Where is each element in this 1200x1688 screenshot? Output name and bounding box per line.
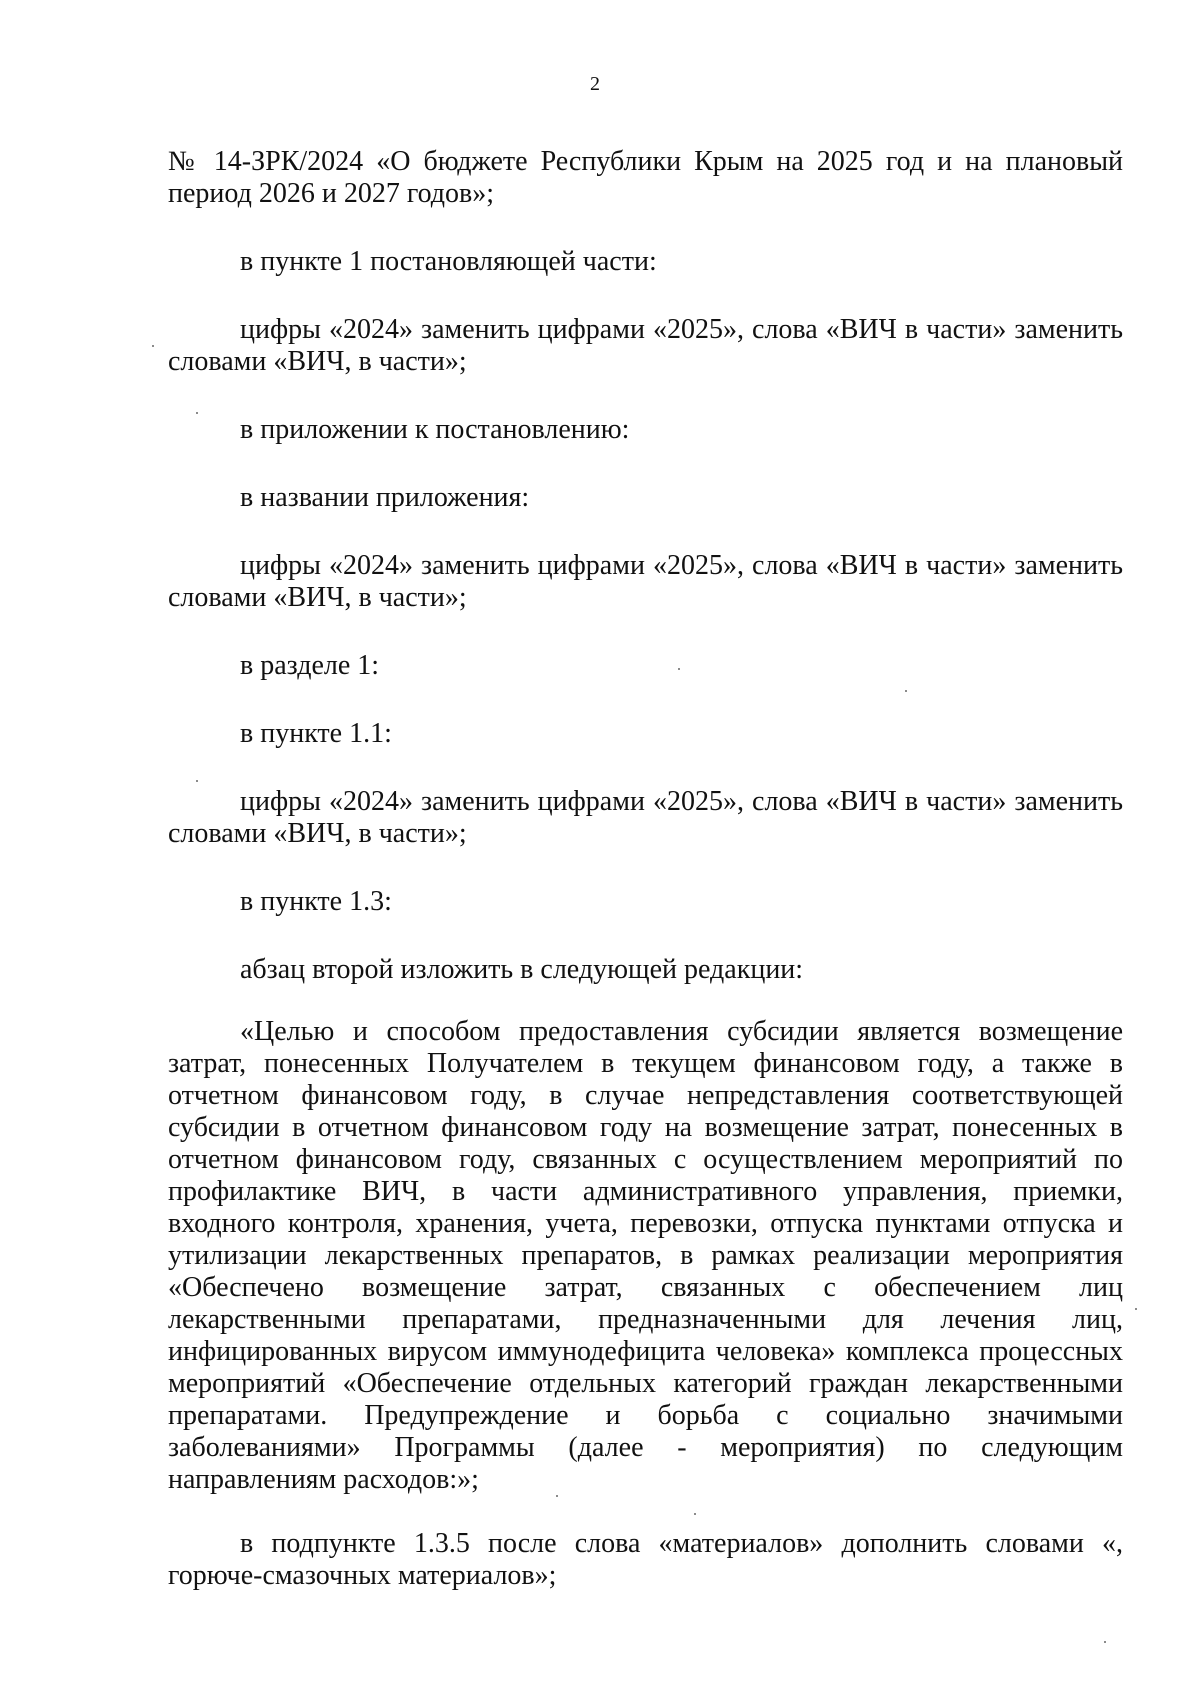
paragraph-law-reference: № 14-ЗРК/2024 «О бюджете Республики Крым на 2025 год и на плановый период 2026 и 2027 годов»; [168,146,1123,209]
scan-speck [1104,1641,1106,1643]
scan-speck [678,668,680,670]
document-body [168,146,1123,1592]
scan-speck [905,690,907,692]
paragraph-appendix-title-heading: в названии приложения: [240,482,530,513]
paragraph-new-wording: «Целью и способом предоставления субсидии является возмещение затрат, понесенных Получателем в текущем финансовом году, а также в отчетном финансовом году, в случае непредставления соответствующей субсидии в отчетном финансовом году на возмещение затрат, понесенных в отчетном финансовом году, связанных с осуществлением мероприятий по профилактике ВИЧ, в части административного управления, приемки, входного контроля, хранения, учета, перевозки, отпуска пунктами отпуска и утилизации лекарственных препаратов, в рамках реализации мероприятия «Обеспечено возмещение затрат, связанных с обеспечением лиц лекарственными препаратами, предназначенными для лечения лиц, инфицированных вирусом иммунодефицита человека» комплекса процессных мероприятий «Обеспечение отдельных категорий граждан лекарственными препаратами. Предупреждение и борьба с социально значимыми заболеваниями» Программы (далее - мероприятия) по следующим направлениям расходов:»; [168,1016,1123,1495]
paragraph-item-1-heading: в пункте 1 постановляющей части: [240,246,657,277]
paragraph-subitem-1-3-5: в подпункте 1.3.5 после слова «материалов» дополнить словами «, горюче-смазочных материалов»; [168,1528,1123,1591]
scan-speck [694,1513,696,1515]
paragraph-second-abzac-instruction: абзац второй изложить в следующей редакции: [240,954,804,985]
paragraph-item-1-1-heading: в пункте 1.1: [240,718,392,749]
paragraph-amend-item-1-1: цифры «2024» заменить цифрами «2025», слова «ВИЧ в части» заменить словами «ВИЧ, в части»; [168,786,1123,849]
scan-speck [196,780,198,782]
page-number: 2 [590,73,600,95]
paragraph-appendix-heading: в приложении к постановлению: [240,414,630,445]
scan-speck [196,412,198,414]
paragraph-item-1-3-heading: в пункте 1.3: [240,886,392,917]
scan-speck [556,1495,558,1497]
paragraph-amend-appendix-title: цифры «2024» заменить цифрами «2025», слова «ВИЧ в части» заменить словами «ВИЧ, в части»; [168,550,1123,613]
scan-speck [1135,1308,1137,1310]
paragraph-amend-item-1: цифры «2024» заменить цифрами «2025», слова «ВИЧ в части» заменить словами «ВИЧ, в части»; [168,314,1123,377]
scan-speck [152,345,154,347]
paragraph-section-1-heading: в разделе 1: [240,650,380,681]
